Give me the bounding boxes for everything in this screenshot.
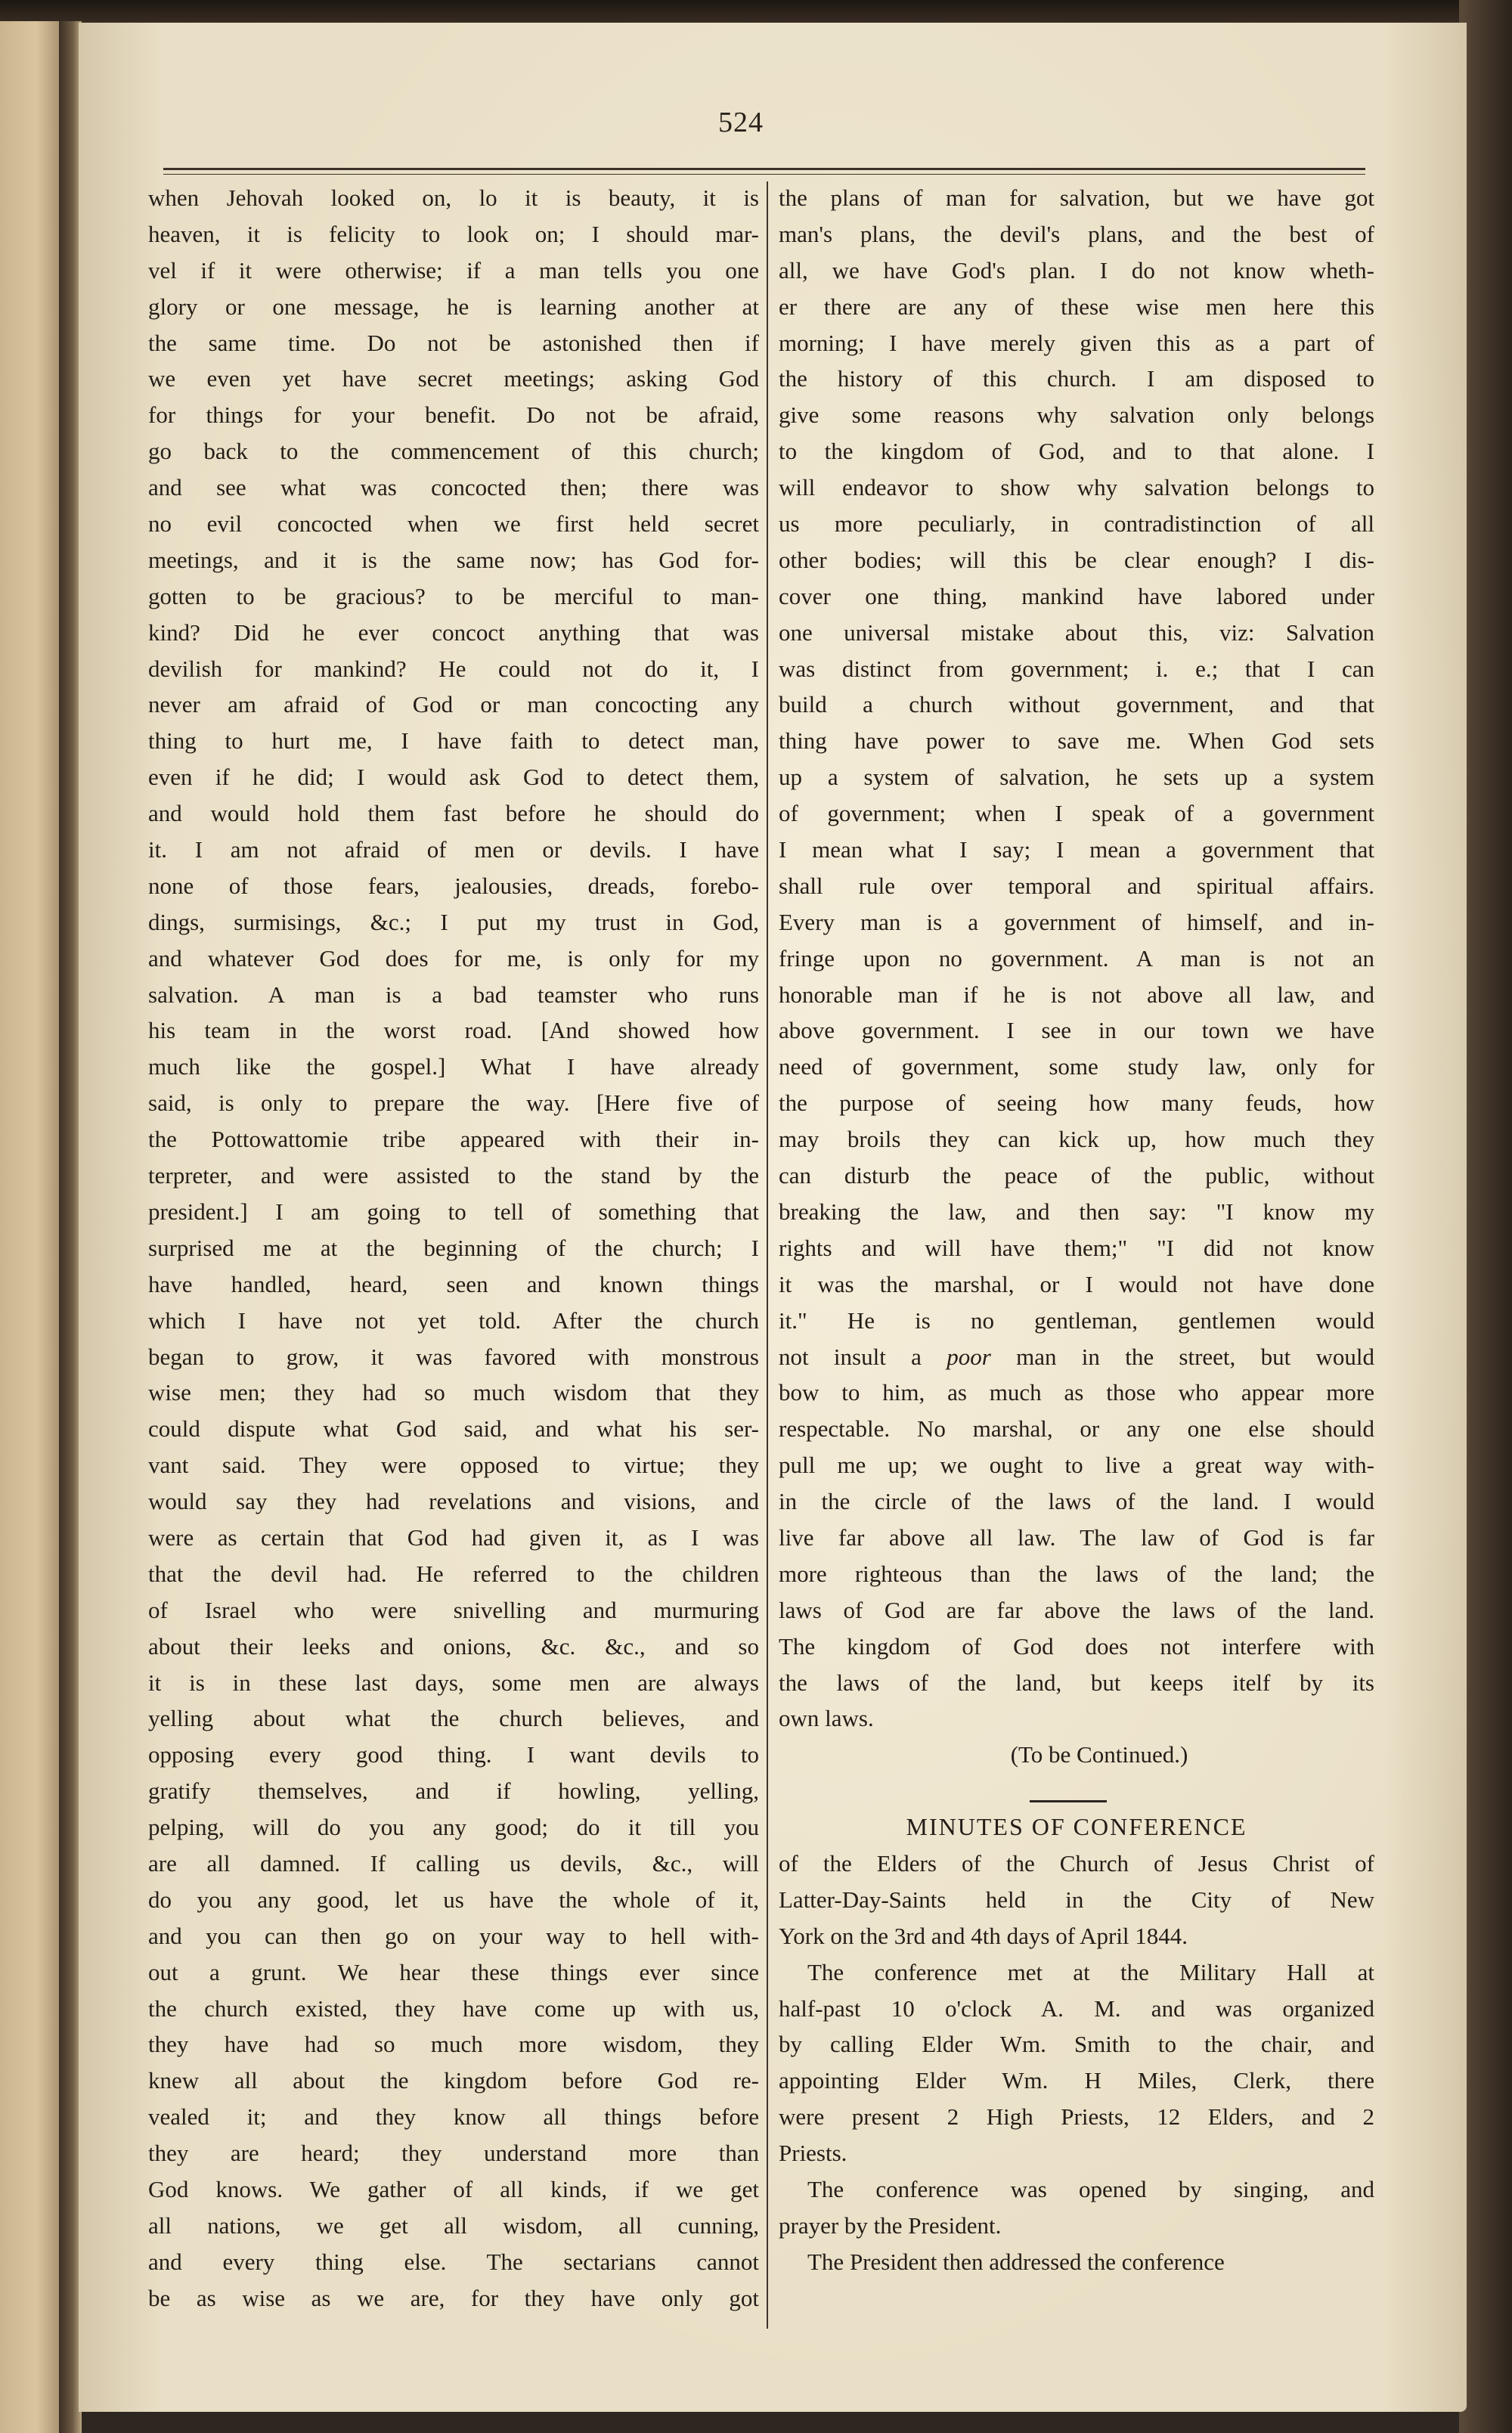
text-line: in the circle of the laws of the land. I would [779,1488,1374,1515]
text-line: own laws. [779,1705,874,1732]
text-line: York on the 3rd and 4th days of April 1844. [779,1922,1188,1949]
text-line: dings, surmisings, &c.; I put my trust in God, [148,908,759,935]
text-line: and would hold them fast before he should do [148,800,759,827]
header-rule-thin [163,174,1365,175]
text-line: Latter-Day-Saints held in the City of New [779,1886,1374,1913]
text-line: appointing Elder Wm. H Miles, Clerk, there [779,2067,1374,2094]
text-line: would say they had revelations and visions, and [148,1488,759,1515]
text-line: are all damned. If calling us devils, &c., will [148,1849,759,1877]
text-line: vealed it; and they know all things before [148,2103,759,2131]
text-line: do you any good, let us have the whole of it, [148,1886,759,1913]
text-line: the laws of the land, but keeps itelf by its [779,1669,1374,1696]
text-line: about their leeks and onions, &c. &c., and so [148,1632,759,1660]
text-line: laws of God are far above the laws of the land. [779,1596,1374,1623]
text-line: go back to the commencement of this church; [148,438,759,465]
text-line: be as wise as we are, for they have only got [148,2284,759,2311]
text-line: we even yet have secret meetings; asking God [148,365,759,392]
section-rule [1030,1800,1107,1802]
text-line: the Pottowattomie tribe appeared with their in- [148,1126,759,1153]
emphasized-word: poor [947,1343,991,1370]
text-line: surprised me at the beginning of the church; I [148,1234,759,1261]
text-line: no evil concocted when we first held secret [148,510,759,538]
text-line: and whatever God does for me, is only for my [148,944,759,972]
text-line: were present 2 High Priests, 12 Elders, and 2 [779,2103,1374,2131]
text-line: when Jehovah looked on, lo it is beauty, it is [148,184,759,211]
text-line: thing to hurt me, I have faith to detect man, [148,727,759,755]
text-line: pull me up; we ought to live a great way with- [779,1452,1374,1479]
text-line: it. I am not afraid of men or devils. I have [148,836,759,863]
text-line: all, we have God's plan. I do not know wheth- [779,256,1374,284]
page-number: 524 [718,107,764,138]
binding-edge [1459,0,1512,2433]
text-line: rights and will have them;" "I did not know [779,1234,1374,1261]
text-line: by calling Elder Wm. Smith to the chair, and [779,2031,1374,2058]
text-line: Priests. [779,2140,847,2167]
text-line: respectable. No marshal, or any one else should [779,1415,1374,1443]
text-line: to the kingdom of God, and to that alone. I [779,438,1374,465]
text-line: one universal mistake about this, viz: Salvation [779,618,1374,646]
text-line: salvation. A man is a bad teamster who runs [148,981,759,1008]
text-line: began to grow, it was favored with monstrous [148,1343,759,1370]
text-line: could dispute what God said, and what his ser- [148,1415,759,1443]
text-line: that the devil had. He referred to the children [148,1560,759,1587]
minutes-heading: MINUTES OF CONFERENCE [906,1813,1247,1841]
text-line: terpreter, and were assisted to the stand by the [148,1162,759,1189]
text-line: vel if it were otherwise; if a man tells you one [148,256,759,284]
text-line: yelling about what the church believes, and [148,1705,759,1732]
text-line: give some reasons why salvation only belongs [779,401,1374,429]
text-line: above government. I see in our town we have [779,1017,1374,1044]
text-line: the purpose of seeing how many feuds, how [779,1089,1374,1117]
to-be-continued: (To be Continued.) [1010,1741,1188,1768]
text-line: The President then addressed the conference [807,2248,1225,2275]
text-line [779,1339,1374,1375]
top-binding-strip [0,0,1512,26]
text-line: the church existed, they have come up with us, [148,1994,759,2022]
text-line: knew all about the kingdom before God re- [148,2067,759,2094]
text-line: bow to him, as much as those who appear more [779,1379,1374,1406]
text-line: morning; I have merely given this as a part of [779,329,1374,356]
text-line: more righteous than the laws of the land; the [779,1560,1374,1587]
text-fragment: not insult a [779,1343,922,1370]
text-line: pelping, will do you any good; do it till you [148,1814,759,1841]
text-line: it is in these last days, some men are always [148,1669,759,1696]
text-line: The conference met at the Military Hall at [807,1958,1374,1985]
text-line: even if he did; I would ask God to detect them, [148,764,759,791]
text-line: it." He is no gentleman, gentlemen would [779,1306,1374,1334]
text-line: the same time. Do not be astonished then if [148,329,759,356]
text-line: devilish for mankind? He could not do it, I [148,655,759,682]
text-line: of the Elders of the Church of Jesus Christ of [779,1849,1374,1877]
text-line: president.] I am going to tell of something that [148,1198,759,1225]
text-line: never am afraid of God or man concocting any [148,691,759,718]
text-line: cover one thing, mankind have labored under [779,582,1374,609]
spacer-line [779,1773,1374,1809]
text-line: honorable man if he is not above all law, and [779,981,1374,1008]
text-line: fringe upon no government. A man is not an [779,944,1374,972]
text-line: up a system of salvation, he sets up a system [779,764,1374,791]
header-rule [163,168,1365,170]
text-line: gotten to be gracious? to be merciful to man- [148,582,759,609]
text-line: The kingdom of God does not interfere with [779,1632,1374,1660]
text-line: wise men; they had so much wisdom that they [148,1379,759,1406]
text-line: prayer by the President. [779,2211,1002,2239]
text-line: us more peculiarly, in contradistinction of all [779,510,1374,538]
text-line: and see what was concocted then; there was [148,474,759,501]
text-line: the plans of man for salvation, but we have got [779,184,1374,211]
text-line: er there are any of these wise men here this [779,293,1374,320]
text-line: kind? Did he ever concoct anything that was [148,618,759,646]
text-line: were as certain that God had given it, as I was [148,1523,759,1551]
text-line: and every thing else. The sectarians cannot [148,2248,759,2275]
text-line: it was the marshal, or I would not have done [779,1270,1374,1297]
text-line: for things for your benefit. Do not be afraid, [148,401,759,429]
text-line: of Israel who were snivelling and murmuring [148,1596,759,1623]
text-line: the history of this church. I am disposed to [779,365,1374,392]
text-line: need of government, some study law, only for [779,1053,1374,1080]
text-line: Every man is a government of himself, and in- [779,908,1374,935]
text-line: can disturb the peace of the public, without [779,1162,1374,1189]
text-line: glory or one message, he is learning another at [148,293,759,320]
text-line: I mean what I say; I mean a government that [779,836,1374,863]
text-line: will endeavor to show why salvation belongs to [779,474,1374,501]
text-line: The conference was opened by singing, and [807,2175,1374,2202]
text-line: thing have power to save me. When God sets [779,727,1374,755]
left-column [148,180,759,2317]
text-line: out a grunt. We hear these things ever since [148,1958,759,1985]
text-line: live far above all law. The law of God is far [779,1523,1374,1551]
text-line: all nations, we get all wisdom, all cunning, [148,2211,759,2239]
text-line: his team in the worst road. [And showed how [148,1017,759,1044]
text-line: shall rule over temporal and spiritual affairs. [779,872,1374,899]
text-line: of government; when I speak of a government [779,800,1374,827]
text-line: opposing every good thing. I want devils to [148,1741,759,1768]
text-line: they are heard; they understand more than [148,2140,759,2167]
right-column [779,180,1374,2280]
text-line: they have had so much more wisdom, they [148,2031,759,2058]
text-line: much like the gospel.] What I have already [148,1053,759,1080]
text-line: breaking the law, and then say: "I know my [779,1198,1374,1225]
text-line: meetings, and it is the same now; has God for- [148,546,759,573]
text-line: heaven, it is felicity to look on; I should mar- [148,220,759,247]
text-line: and you can then go on your way to hell with- [148,1922,759,1949]
text-line: half-past 10 o'clock A. M. and was organized [779,1994,1374,2022]
text-fragment: man in the street, but would [1016,1343,1374,1370]
text-line: man's plans, the devil's plans, and the best of [779,220,1374,247]
text-line: said, is only to prepare the way. [Here five of [148,1089,759,1117]
text-line: God knows. We gather of all kinds, if we get [148,2175,759,2202]
column-divider [767,181,768,2329]
text-line: which I have not yet told. After the church [148,1306,759,1334]
facing-page-edge [0,21,60,2433]
text-line: gratify themselves, and if howling, yelling, [148,1777,759,1805]
text-line: may broils they can kick up, how much they [779,1126,1374,1153]
text-line: build a church without government, and that [779,691,1374,718]
text-line: was distinct from government; i. e.; that I can [779,655,1374,682]
text-line: have handled, heard, seen and known things [148,1270,759,1297]
text-line: vant said. They were opposed to virtue; they [148,1452,759,1479]
text-line: none of those fears, jealousies, dreads, forebo- [148,872,759,899]
text-line: other bodies; will this be clear enough? I dis- [779,546,1374,573]
